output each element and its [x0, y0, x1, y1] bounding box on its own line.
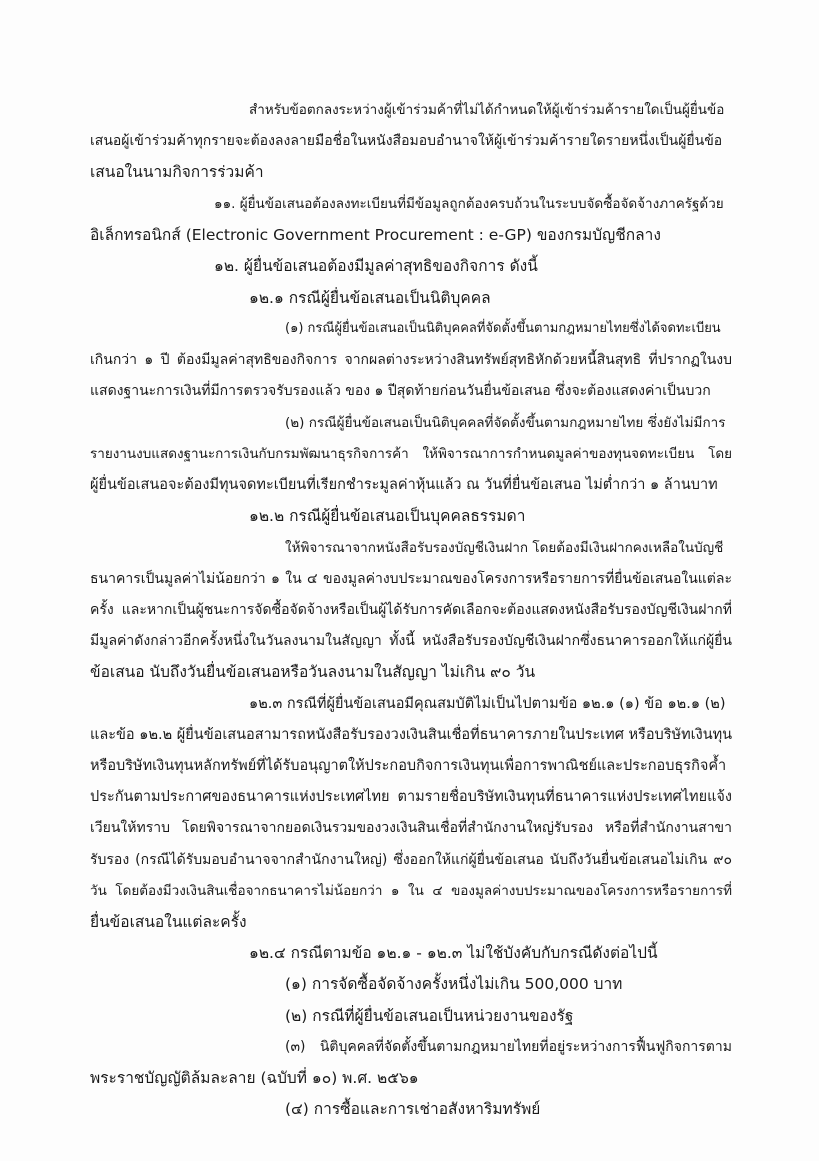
text-line: เกินกว่า ๑ ปี ต้องมีมูลค่าสุทธิของกิจการ จากผลต่างระหว่างสินทรัพย์สุทธิหักด้วยหนี้สินสุทธิ ที่ปรากฏในงบ — [90, 352, 732, 368]
text-line: หรือบริษัทเงินทุนหลักทรัพย์ที่ได้รับอนุญาตให้ประกอบกิจการเงินทุนเพื่อการพาณิชย์และประกอบธุรกิจค้ำ — [90, 758, 727, 774]
text-line: สำหรับข้อตกลงระหว่างผู้เข้าร่วมค้าที่ไม่ได้กำหนดให้ผู้เข้าร่วมค้ารายใดเป็นผู้ยื่นข้อ — [249, 102, 725, 118]
text-line: ผู้ยื่นข้อเสนอจะต้องมีทุนจดทะเบียนที่เรียกชำระมูลค่าหุ้นแล้ว ณ วันที่ยื่นข้อเสนอ ไม่ต่ำกว่า ๑ ล้านบาท — [90, 477, 718, 493]
text-line: ๑๒.๒ กรณีผู้ยื่นข้อเสนอเป็นบุคคลธรรมดา — [249, 507, 526, 525]
text-line: อิเล็กทรอนิกส์ (Electronic Government Procurement : e-GP) ของกรมบัญชีกลาง — [90, 226, 661, 244]
text-line: เสนอในนามกิจการร่วมค้า — [90, 163, 264, 181]
text-line: (๔) การซื้อและการเช่าอสังหาริมทรัพย์ — [285, 1100, 541, 1118]
text-line: (๒) กรณีที่ผู้ยื่นข้อเสนอเป็นหน่วยงานของรัฐ — [285, 1007, 574, 1025]
text-line: ครั้ง และหากเป็นผู้ชนะการจัดซื้อจัดจ้างหรือเป็นผู้ได้รับการคัดเลือกจะต้องแสดงหนังสือรับรองบัญชีเงินฝากที่ — [90, 602, 732, 618]
text-line: ยื่นข้อเสนอในแต่ละครั้ง — [90, 913, 247, 931]
text-line: พระราชบัญญัติล้มละลาย (ฉบับที่ ๑๐) พ.ศ. ๒๕๖๑ — [90, 1069, 419, 1087]
text-line: เสนอผู้เข้าร่วมค้าทุกรายจะต้องลงลายมือชื่อในหนังสือมอบอำนาจให้ผู้เข้าร่วมค้ารายใดรายหนึ่งเป็นผู้ยื่นข้อ — [90, 133, 723, 149]
text-line: แสดงฐานะการเงินที่มีการตรวจรับรองแล้ว ของ ๑ ปีสุดท้ายก่อนวันยื่นข้อเสนอ ซึ่งจะต้องแสดงค่าเป็นบวก — [90, 383, 711, 399]
text-line: ๑๒.๑ กรณีผู้ยื่นข้อเสนอเป็นนิติบุคคล — [249, 289, 491, 307]
text-line: วัน โดยต้องมีวงเงินสินเชื่อจากธนาคารไม่น้อยกว่า ๑ ใน ๔ ของมูลค่างบประมาณของโครงการหรือรายการที่ — [90, 883, 732, 899]
text-line: ข้อเสนอ นับถึงวันยื่นข้อเสนอหรือวันลงนามในสัญญา ไม่เกิน ๙๐ วัน — [90, 663, 536, 681]
text-line: มีมูลค่าดังกล่าวอีกครั้งหนึ่งในวันลงนามในสัญญา ทั้งนี้ หนังสือรับรองบัญชีเงินฝากซึ่งธนาคารออกให้แก่ผู้ยื่น — [90, 633, 732, 649]
text-line: ๑๒.๓ กรณีที่ผู้ยื่นข้อเสนอมีคุณสมบัติไม่เป็นไปตามข้อ ๑๒.๑ (๑) ข้อ ๑๒.๑ (๒) — [249, 696, 726, 712]
text-line: รับรอง (กรณีได้รับมอบอำนาจจากสำนักงานใหญ่) ซึ่งออกให้แก่ผู้ยื่นข้อเสนอ นับถึงวันยื่นข้อเสนอไม่เกิน ๙๐ — [90, 852, 732, 868]
text-line: ประกันตามประกาศของธนาคารแห่งประเทศไทย ตามรายชื่อบริษัทเงินทุนที่ธนาคารแห่งประเทศไทยแจ้ง — [90, 789, 732, 805]
text-line: (๑) การจัดซื้อจัดจ้างครั้งหนึ่งไม่เกิน 500,000 บาท — [285, 975, 623, 993]
text-line: เวียนให้ทราบ โดยพิจารณาจากยอดเงินรวมของวงเงินสินเชื่อที่สำนักงานใหญ่รับรอง หรือที่สำนักงานสาขา — [90, 820, 732, 836]
text-line: ๑๒. ผู้ยื่นข้อเสนอต้องมีมูลค่าสุทธิของกิจการ ดังนี้ — [214, 257, 538, 275]
text-line: รายงานงบแสดงฐานะการเงินกับกรมพัฒนาธุรกิจการค้า ให้พิจารณาการกำหนดมูลค่าของทุนจดทะเบียน โดย — [90, 446, 732, 462]
text-line: ธนาคารเป็นมูลค่าไม่น้อยกว่า ๑ ใน ๔ ของมูลค่างบประมาณของโครงการหรือรายการที่ยื่นข้อเสนอในแต่ละ — [90, 571, 732, 587]
text-line: (๓) นิติบุคคลที่จัดตั้งขึ้นตามกฎหมายไทยที่อยู่ระหว่างการฟื้นฟูกิจการตาม — [285, 1039, 732, 1055]
text-line: และข้อ ๑๒.๒ ผู้ยื่นข้อเสนอสามารถหนังสือรับรองวงเงินสินเชื่อที่ธนาคารภายในประเทศ หรือบริษัทเงินทุน — [90, 727, 733, 743]
text-line: ๑๒.๔ กรณีตามข้อ ๑๒.๑ - ๑๒.๓ ไม่ใช้บังคับกับกรณีดังต่อไปนี้ — [249, 944, 658, 962]
text-line: ๑๑. ผู้ยื่นข้อเสนอต้องลงทะเบียนที่มีข้อมูลถูกต้องครบถ้วนในระบบจัดซื้อจัดจ้างภาครัฐด้วย — [214, 196, 724, 212]
text-line: (๒) กรณีผู้ยื่นข้อเสนอเป็นนิติบุคคลที่จัดตั้งขึ้นตามกฎหมายไทย ซึ่งยังไม่มีการ — [285, 415, 726, 431]
text-line: (๑) กรณีผู้ยื่นข้อเสนอเป็นนิติบุคคลที่จัดตั้งขึ้นตามกฎหมายไทยซึ่งได้จดทะเบียน — [285, 321, 721, 336]
text-line: ให้พิจารณาจากหนังสือรับรองบัญชีเงินฝาก โดยต้องมีเงินฝากคงเหลือในบัญชี — [285, 540, 724, 556]
